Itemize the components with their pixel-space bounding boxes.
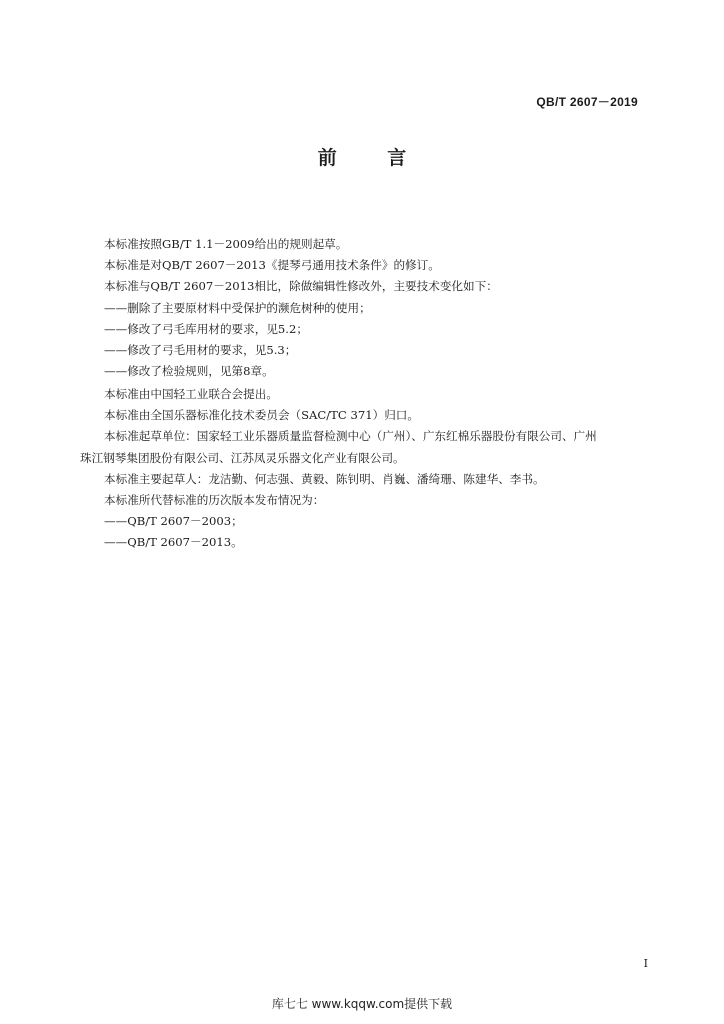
paragraph-revision-of: 本标准是对QB/T 2607－2013《提琴弓通用技术条件》的修订。 (104, 258, 440, 273)
paragraph-proposed-by: 本标准由中国轻工业联合会提出。 (104, 387, 278, 401)
change-item: ——修改了弓毛用材的要求，见5.3； (104, 343, 297, 358)
foreword-section-info (80, 384, 652, 554)
download-footer: 库七七 www.kqqw.com提供下载 (271, 997, 453, 1011)
paragraph-history-intro: 本标准所代替标准的历次版本发布情况为： (104, 493, 325, 508)
history-item: ——QB/T 2607－2013。 (104, 535, 243, 550)
paragraph-drafting-rules: 本标准按照GB/T 1.1－2009给出的规则起草。 (104, 237, 348, 251)
foreword-section-changes (104, 234, 652, 382)
page-number: I (643, 957, 648, 970)
paragraph-main-changes: 本标准与QB/T 2607－2013相比，除做编辑性修改外，主要技术变化如下： (104, 279, 498, 294)
change-item: ——删除了主要原材料中受保护的濒危树种的使用； (104, 300, 371, 315)
paragraph-drafting-units-cont: 珠江钢琴集团股份有限公司、江苏凤灵乐器文化产业有限公司。 (80, 450, 405, 465)
paragraph-centralized-by: 本标准由全国乐器标准化技术委员会（SAC/TC 371）归口。 (104, 408, 419, 423)
change-item: ——修改了弓毛库用材的要求，见5.2； (104, 321, 308, 336)
paragraph-drafters: 本标准主要起草人：龙洁勤、何志强、黄毅、陈钊明、肖巍、潘绮珊、陈建华、李书。 (104, 471, 545, 486)
paragraph-drafting-units: 本标准起草单位：国家轻工业乐器质量监督检测中心（广州）、广东红棉乐器股份有限公司、广州 (104, 429, 597, 444)
standard-code: QB/T 2607－2019 (536, 95, 638, 109)
history-item: ——QB/T 2607－2003； (104, 514, 243, 529)
page-title: 前 言 (317, 147, 429, 169)
change-item: ——修改了检验规则，见第8章。 (104, 364, 274, 379)
